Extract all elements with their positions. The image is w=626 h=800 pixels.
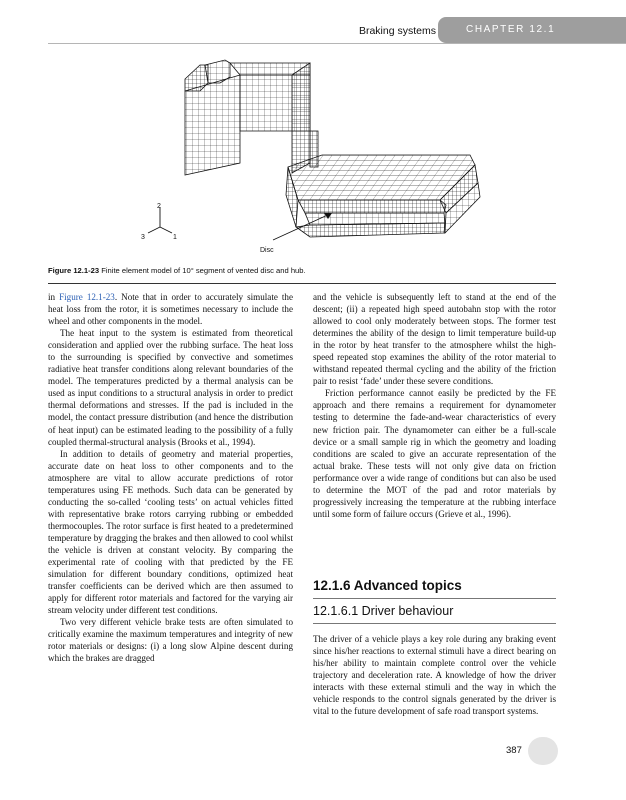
axis-triad xyxy=(148,207,172,233)
page-number: 387 xyxy=(506,745,522,756)
disc-mesh xyxy=(286,155,480,237)
paragraph: In addition to details of geometry and material properties, accurate date on heat loss to other components and to the atmosphere are vital to allow accurate predictions of rotor temperatures using FE methods. Such data can be generated by conducting the so-called ‘cooling tests’ on actual vehicles fitted with representative brake rotors carrying rubbing or embedded thermocouples. The rotor surface is first heated to a predetermined temperature by dragging the brakes and then allowed to cool whilst the vehicle is driven at constant velocity. By comparing the experimental rate of cooling with that predicted by the FE simulation for different boundary conditions, optimized heat transfer coefficients can be derived which are then assumed to apply for different rotor materials and factored for the varying air stream velocity under different test conditions. xyxy=(48,448,293,616)
axis-label-3: 3 xyxy=(141,234,145,241)
paragraph: The driver of a vehicle plays a key role during any braking event since his/her reactions to external stimuli have a direct bearing on his/her ability to maintain complete control over the vehicle trajectory and deceleration rate. A knowledge of how the driver interacts with these external stimuli and the way in which the vehicle responds to the control signals generated by the driver is vital to the future development of safe road transport systems. xyxy=(313,634,556,717)
figure-caption-label: Figure 12.1-23 xyxy=(48,266,100,275)
disc-callout-label: Disc xyxy=(260,247,274,254)
paragraph-text: . Note that in order to accurately simulate the heat loss from the rotor, it is sometimes necessary to include the wheel and other components in the model. xyxy=(48,292,293,327)
subsection-heading: 12.1.6.1 Driver behaviour xyxy=(313,604,454,618)
section-heading-rule xyxy=(313,598,556,599)
paragraph: Two very different vehicle brake tests are often simulated to critically examine the maximum temperatures and integrity of new rotor materials or designs: (i) a long slow Alpine descent during which the brakes are dragged xyxy=(48,617,293,664)
paragraph-text: in xyxy=(48,292,60,302)
axis-label-1: 1 xyxy=(173,234,177,241)
running-header-chapter: CHAPTER 12.1 xyxy=(446,17,626,43)
left-column xyxy=(48,291,293,664)
right-column-continued xyxy=(313,633,556,717)
right-column xyxy=(313,291,556,520)
paragraph: Friction performance cannot easily be predicted by the FE approach and there remains a requirement for dynamometer testing to determine the fade-and-wear characteristics of every new friction pair. The dynamometer can either be a full-scale device or a small sample rig in which the geometry and loading conditions are scaled to give an accurate representation of the actual brake. These tests will not only give data on friction performance over a wide range of conditions but can also be used to determine the MOT of the pad and rotor materials by progressively increasing the temperature at the rubbing interface until some form of failure occurs (Grieve et al., 1996). xyxy=(313,388,556,519)
figure-caption-text: Finite element model of 10° segment of vented disc and hub. xyxy=(101,266,306,275)
paragraph: and the vehicle is subsequently left to stand at the end of the descent; (ii) a repeated high speed autobahn stop with the rotor allowed to cool only moderately between stops. The former test determines the ability of the design to limit temperature build-up in the rotor by heat transfer to the atmosphere whilst the high-speed repeated stop examines the ability of the rotor material to withstand repeated thermal cycling and the ability of the friction pair to resist ‘fade’ under these severe conditions. xyxy=(313,292,556,387)
figure-caption xyxy=(48,266,306,275)
header-rule xyxy=(48,43,626,44)
axis-label-2: 2 xyxy=(157,203,161,210)
caption-rule xyxy=(48,283,556,284)
running-header-section: Braking systems xyxy=(358,25,436,37)
fe-mesh-figure xyxy=(60,55,560,260)
figure-reference-link[interactable]: Figure 12.1-23 xyxy=(59,292,115,302)
paragraph xyxy=(48,291,293,327)
subsection-heading-rule xyxy=(313,623,556,624)
section-heading: 12.1.6 Advanced topics xyxy=(313,578,462,593)
paragraph: The heat input to the system is estimated from theoretical consideration and applied over the rubbing surface. The heat loss to the surrounding is specified by convective and sometimes radiative heat transfer conditions along relevant boundaries of the model. The temperatures predicted by a thermal analysis can be used as input conditions to a structural analysis in order to predict thermal deformations and stresses. If the pad is included in the model, the contact pressure distribution (and hence the distribution of heat input) can be estimated leading to the possibility of a fully coupled thermal-structural analysis (Brooks et al., 1994). xyxy=(48,328,293,447)
hub-mesh xyxy=(185,60,318,175)
